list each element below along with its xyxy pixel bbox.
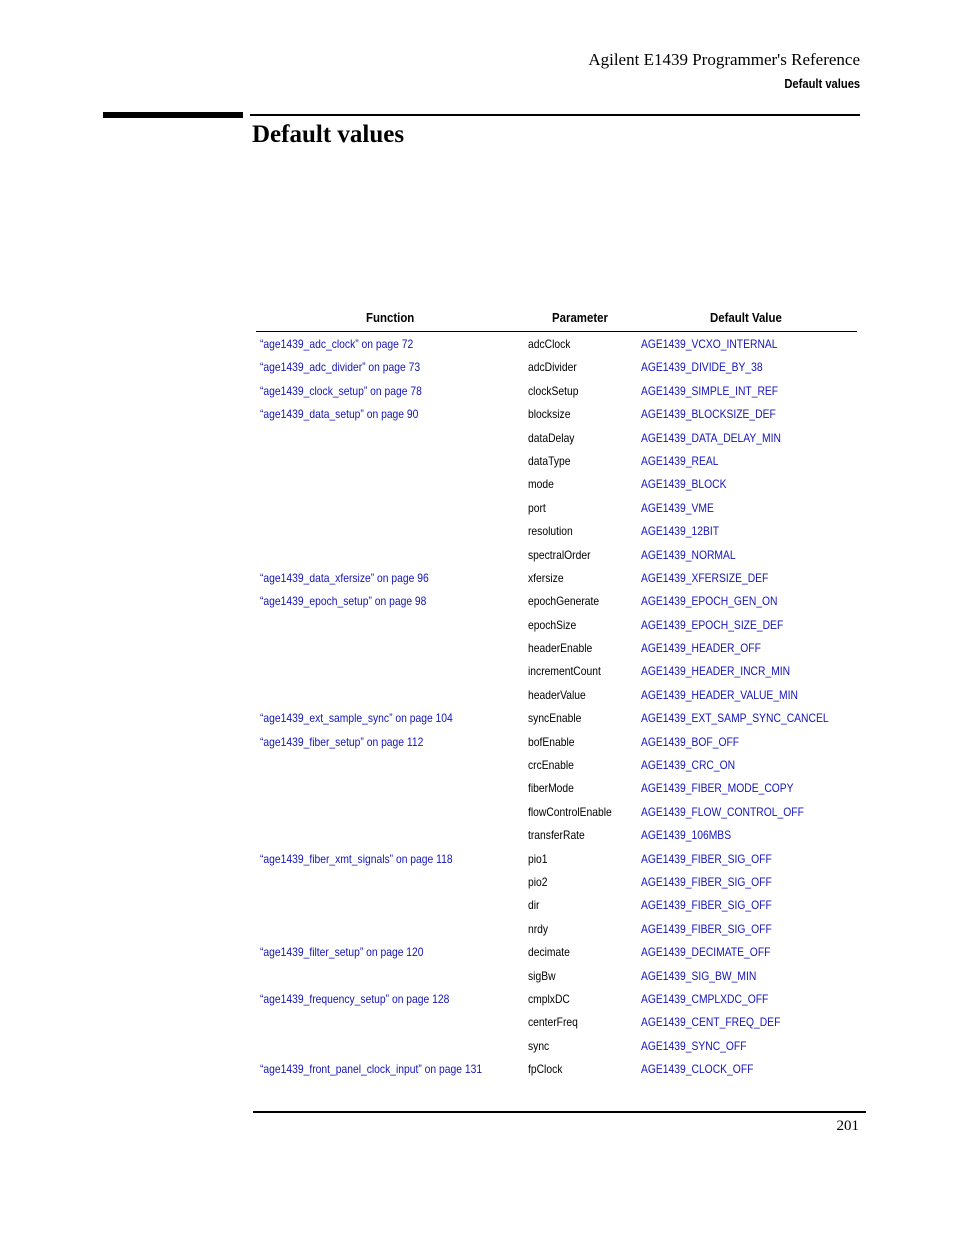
default-value-link[interactable]: AGE1439_EPOCH_SIZE_DEF (641, 617, 784, 632)
function-link[interactable]: “age1439_fiber_setup” on page 112 (260, 734, 424, 749)
table-row (256, 1057, 857, 1080)
table-header (256, 308, 857, 332)
default-value-link[interactable]: AGE1439_DATA_DELAY_MIN (641, 430, 781, 445)
parameter-name: adcDivider (528, 360, 577, 375)
footer-rule (253, 1111, 866, 1113)
parameter-name: centerFreq (528, 1015, 578, 1030)
table-row (256, 402, 857, 425)
table-row (256, 1010, 857, 1033)
default-value-link[interactable]: AGE1439_EPOCH_GEN_ON (641, 594, 778, 609)
default-value-link[interactable]: AGE1439_VCXO_INTERNAL (641, 337, 778, 351)
table-row (256, 730, 857, 753)
table-body (256, 332, 857, 1081)
page-number: 201 (836, 1118, 859, 1134)
parameter-name: epochSize (528, 617, 577, 632)
default-value-link[interactable]: AGE1439_CRC_ON (641, 758, 736, 773)
table-row (256, 800, 857, 823)
table-row (256, 940, 857, 963)
parameter-name: decimate (528, 945, 570, 960)
table-row (256, 613, 857, 636)
parameter-name: bofEnable (528, 734, 575, 749)
table-row (256, 426, 857, 449)
function-link[interactable]: “age1439_filter_setup” on page 120 (260, 945, 424, 960)
default-value-link[interactable]: AGE1439_REAL (641, 453, 719, 468)
table-row (256, 332, 857, 355)
default-value-link[interactable]: AGE1439_FIBER_SIG_OFF (641, 898, 772, 913)
default-value-link[interactable]: AGE1439_BLOCKSIZE_DEF (641, 407, 776, 422)
parameter-name: mode (528, 477, 554, 492)
default-value-link[interactable]: AGE1439_DECIMATE_OFF (641, 945, 771, 960)
table-row (256, 870, 857, 893)
default-value-link[interactable]: AGE1439_FLOW_CONTROL_OFF (641, 804, 804, 819)
default-value-link[interactable]: AGE1439_BOF_OFF (641, 734, 740, 749)
function-link[interactable]: “age1439_adc_divider” on page 73 (260, 360, 421, 375)
parameter-name: fiberMode (528, 781, 574, 796)
parameter-name: fpClock (528, 1062, 563, 1077)
table-row (256, 636, 857, 659)
parameter-name: epochGenerate (528, 594, 600, 609)
parameter-name: xfersize (528, 570, 564, 585)
function-link[interactable]: “age1439_adc_clock” on page 72 (260, 337, 414, 351)
table-row (256, 1034, 857, 1057)
default-value-link[interactable]: AGE1439_SIG_BW_MIN (641, 968, 757, 983)
running-header-section: Default values (784, 76, 860, 91)
running-header-title: Agilent E1439 Programmer's Reference (588, 50, 860, 69)
table-row (256, 823, 857, 846)
table-row (256, 776, 857, 799)
page-title: Default values (252, 121, 405, 148)
function-link[interactable]: “age1439_front_panel_clock_input” on page 131 (260, 1062, 483, 1077)
default-value-link[interactable]: AGE1439_CLOCK_OFF (641, 1062, 754, 1077)
table-row (256, 379, 857, 402)
parameter-name: transferRate (528, 828, 585, 843)
parameter-name: clockSetup (528, 383, 579, 398)
table-row (256, 683, 857, 706)
default-value-link[interactable]: AGE1439_HEADER_VALUE_MIN (641, 687, 798, 702)
default-value-link[interactable]: AGE1439_SIMPLE_INT_REF (641, 383, 779, 398)
parameter-name: crcEnable (528, 758, 574, 773)
default-value-link[interactable]: AGE1439_FIBER_SIG_OFF (641, 921, 772, 936)
parameter-name: blocksize (528, 407, 571, 422)
parameter-name: headerEnable (528, 641, 593, 656)
parameter-name: incrementCount (528, 664, 601, 679)
parameter-name: syncEnable (528, 711, 582, 726)
section-rule-thick (103, 112, 243, 118)
column-header-default-value: Default Value (710, 310, 782, 325)
default-value-link[interactable]: AGE1439_HEADER_INCR_MIN (641, 664, 791, 679)
table-row (256, 355, 857, 378)
table-row (256, 893, 857, 916)
parameter-name: nrdy (528, 921, 549, 936)
default-value-link[interactable]: AGE1439_106MBS (641, 828, 732, 843)
function-link[interactable]: “age1439_clock_setup” on page 78 (260, 383, 422, 398)
default-value-link[interactable]: AGE1439_12BIT (641, 524, 720, 539)
table-row (256, 987, 857, 1010)
section-rule-thin (250, 114, 860, 116)
function-link[interactable]: “age1439_data_xfersize” on page 96 (260, 570, 429, 585)
parameter-name: resolution (528, 524, 573, 539)
function-link[interactable]: “age1439_epoch_setup” on page 98 (260, 594, 427, 609)
default-value-link[interactable]: AGE1439_CMPLXDC_OFF (641, 991, 769, 1006)
parameter-name: pio1 (528, 851, 548, 866)
function-link[interactable]: “age1439_ext_sample_sync” on page 104 (260, 711, 453, 726)
default-value-link[interactable]: AGE1439_VME (641, 500, 714, 515)
parameter-name: port (528, 500, 546, 515)
parameter-name: spectralOrder (528, 547, 591, 562)
default-value-link[interactable]: AGE1439_FIBER_SIG_OFF (641, 851, 772, 866)
default-value-link[interactable]: AGE1439_CENT_FREQ_DEF (641, 1015, 781, 1030)
table-row (256, 449, 857, 472)
parameter-name: cmplxDC (528, 991, 570, 1006)
function-link[interactable]: “age1439_data_setup” on page 90 (260, 407, 419, 422)
function-link[interactable]: “age1439_fiber_xmt_signals” on page 118 (260, 851, 453, 866)
table-row (256, 543, 857, 566)
default-value-link[interactable]: AGE1439_FIBER_SIG_OFF (641, 874, 772, 889)
default-value-link[interactable]: AGE1439_EXT_SAMP_SYNC_CANCEL (641, 711, 829, 726)
table-row (256, 706, 857, 729)
parameter-name: adcClock (528, 337, 571, 351)
default-values-table (256, 308, 857, 1081)
table-row (256, 917, 857, 940)
parameter-name: dir (528, 898, 540, 913)
column-header-parameter: Parameter (552, 310, 608, 325)
column-header-function: Function (366, 310, 415, 325)
default-value-link[interactable]: AGE1439_HEADER_OFF (641, 641, 761, 656)
parameter-name: sync (528, 1038, 550, 1053)
table-row (256, 472, 857, 495)
default-value-link[interactable]: AGE1439_BLOCK (641, 477, 727, 492)
default-value-link[interactable]: AGE1439_FIBER_MODE_COPY (641, 781, 794, 796)
parameter-name: headerValue (528, 687, 586, 702)
default-value-link[interactable]: AGE1439_XFERSIZE_DEF (641, 570, 769, 585)
table-row (256, 753, 857, 776)
parameter-name: sigBw (528, 968, 556, 983)
table-row (256, 589, 857, 612)
table-row (256, 964, 857, 987)
table-row (256, 566, 857, 589)
parameter-name: pio2 (528, 874, 548, 889)
table-row (256, 496, 857, 519)
default-value-link[interactable]: AGE1439_DIVIDE_BY_38 (641, 360, 763, 375)
table-row (256, 519, 857, 542)
default-value-link[interactable]: AGE1439_NORMAL (641, 547, 736, 562)
default-value-link[interactable]: AGE1439_SYNC_OFF (641, 1038, 747, 1053)
function-link[interactable]: “age1439_frequency_setup” on page 128 (260, 991, 450, 1006)
table-row (256, 847, 857, 870)
parameter-name: dataType (528, 453, 571, 468)
table-row (256, 659, 857, 682)
parameter-name: flowControlEnable (528, 804, 612, 819)
parameter-name: dataDelay (528, 430, 575, 445)
